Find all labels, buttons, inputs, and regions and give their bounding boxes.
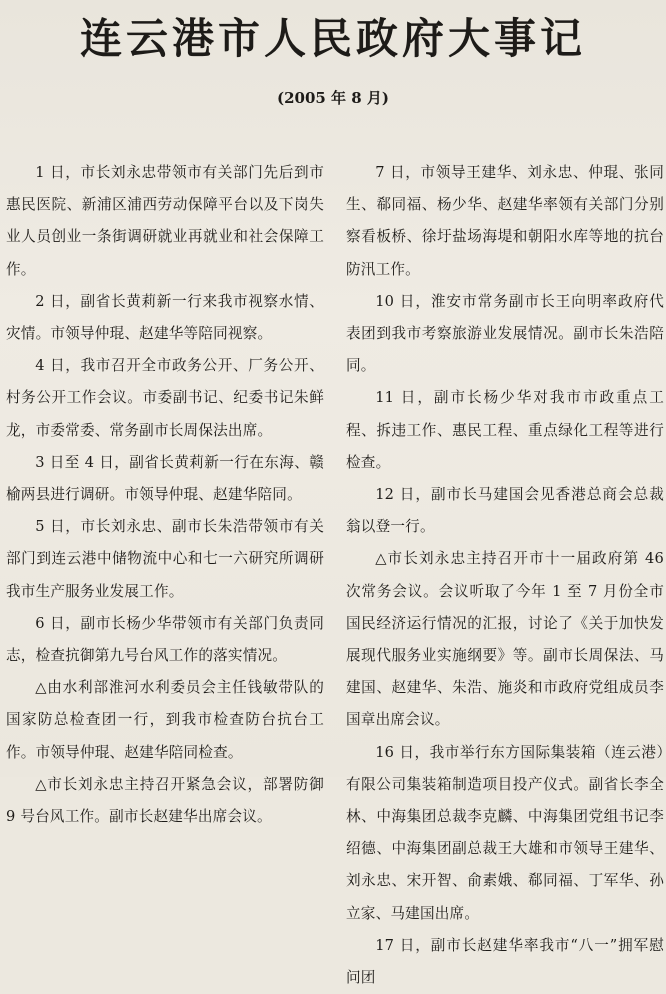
entry-paragraph: 6 日，副市长杨少华带领市有关部门负责同志，检查抗御第九号台风工作的落实情况。 [6,614,324,665]
entry-paragraph: 12 日，副市长马建国会见香港总商会总裁翁以登一行。 [346,486,664,536]
entry-paragraph: 3 日至 4 日，副省长黄莉新一行在东海、赣榆两县进行调研。市领导仲琨、赵建华陪同。 [6,453,324,504]
entry-paragraph: 16 日，我市举行东方国际集装箱（连云港）有限公司集装箱制造项目投产仪式。副省长李全林、中海集团总裁李克麟、中海集团党组书记李绍德、中海集团副总裁王大雄和市领导王建华、刘永忠、宋开智、俞素娥、郗同福、丁军华、孙立家、马建国出席。 [346,743,664,922]
entry-paragraph: 5 日，市长刘永忠、副市长朱浩带领市有关部门到连云港中储物流中心和七一六研究所调研我市生产服务业发展工作。 [6,518,324,600]
document-date: (2005 年 8 月) [276,89,390,107]
right-column [346,157,664,994]
document-title: 连云港市人民政府大事记 [79,14,586,63]
entry-paragraph: 1 日，市长刘永忠带领市有关部门先后到市惠民医院、新浦区浦西劳动保障平台以及下岗失业人员创业一条街调研就业再就业和社会保障工作。 [6,164,324,278]
entry-paragraph: 11 日，副市长杨少华对我市市政重点工程、拆违工作、惠民工程、重点绿化工程等进行检查。 [346,389,664,471]
entry-paragraph: △由水利部淮河水利委员会主任钱敏带队的国家防总检查团一行，到我市检查防台抗台工作。市领导仲琨、赵建华陪同检查。 [6,679,324,761]
entry-paragraph: 4 日，我市召开全市政务公开、厂务公开、村务公开工作会议。市委副书记、纪委书记朱鲜龙，市委常委、常务副市长周保法出席。 [6,357,324,439]
entry-paragraph: 2 日，副省长黄莉新一行来我市视察水情、灾情。市领导仲琨、赵建华等陪同视察。 [6,292,324,343]
entry-paragraph: 17 日，副市长赵建华率我市“八一”拥军慰问团 [346,936,664,987]
left-column [6,157,324,833]
entry-paragraph: 10 日，淮安市常务副市长王向明率政府代表团到我市考察旅游业发展情况。副市长朱浩陪同。 [346,292,664,375]
entry-paragraph: △市长刘永忠主持召开紧急会议，部署防御 9 号台风工作。副市长赵建华出席会议。 [6,775,324,826]
entry-paragraph: △市长刘永忠主持召开市十一届政府第 46 次常务会议。会议听取了今年 1 至 7 月份全市国民经济运行情况的汇报，讨论了《关于加快发展现代服务业实施纲要》等。副市长周保法、马建国、赵建华、朱浩、施炎和市政府党组成员李国章出席会议。 [346,550,664,729]
entry-paragraph: 7 日，市领导王建华、刘永忠、仲琨、张同生、郗同福、杨少华、赵建华率领有关部门分别察看板桥、徐圩盐场海堤和朝阳水库等地的抗台防汛工作。 [346,164,664,278]
